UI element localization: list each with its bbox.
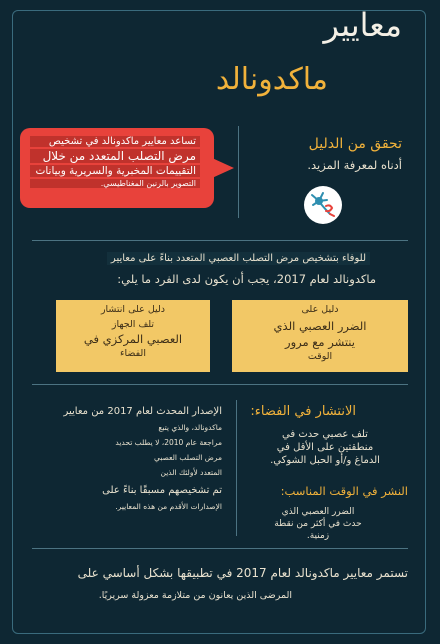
divider <box>238 126 239 218</box>
revision-line: المتعدد لأولئك الذين <box>160 468 222 477</box>
revision-line: مرض التصلب العصبي <box>154 453 222 462</box>
revision-line: ماكدونالد، والذي يتبع <box>158 423 222 432</box>
intro-text: ماكدونالد لعام 2017، يجب أن يكون لدى الفرد ما يلي: <box>117 272 376 286</box>
card-line: ينتشر مع مرور <box>285 335 355 349</box>
card-line: الوقت <box>307 351 333 362</box>
space-description <box>240 428 410 467</box>
time-line: زمنية. <box>306 531 330 542</box>
revision-line: تم تشخيصهم مسبقًا بناءً على <box>102 485 222 496</box>
space-line: الدماغ و/أو الحبل الشوكي. <box>270 455 380 466</box>
conclusion-text: تستمر معايير ماكدونالد لعام 2017 في تطبيقها بشكل أساسي على <box>77 566 408 580</box>
divider <box>32 384 408 385</box>
page-title-highlight: ماكدونالد <box>215 62 328 97</box>
card-line: العصبي المركزي في <box>83 332 183 346</box>
card-line: الفضاء <box>120 348 146 359</box>
conclusion-text: المرضى الذين يعانون من متلازمة معزولة سريريًا. <box>98 590 292 601</box>
space-title: الانتشار في الفضاء: <box>250 404 356 419</box>
criteria-card-time <box>232 300 408 372</box>
card-line: دليل على انتشار <box>100 304 166 315</box>
callout-line: التصوير بالرنين المغناطيسي. <box>30 179 200 188</box>
callout-line: التقييمات المخبرية والسريرية وبيانات <box>30 165 200 177</box>
time-line: حدث في أكثر من نقطة <box>274 519 362 530</box>
time-description <box>218 506 418 542</box>
space-line: تلف عصبي حدث في <box>282 429 368 440</box>
callout-bubble <box>20 128 214 208</box>
callout-line: مرض التصلب المتعدد من خلال <box>30 149 200 163</box>
revision-note <box>26 406 222 511</box>
intro-text: للوفاء بتشخيص مرض التصلب العصبي المتعدد بناءً على معايير <box>107 252 370 265</box>
revision-line: الإصدارات الأقدم من هذه المعايير. <box>115 502 222 511</box>
card-line: الضرر العصبي الذي <box>273 319 367 333</box>
divider <box>32 548 408 549</box>
page-title: معايير <box>323 6 402 44</box>
time-title: النشر في الوقت المناسب: <box>280 484 408 498</box>
card-line: تلف الجهاز <box>111 319 155 330</box>
guide-title: تحقق من الدليل <box>308 136 402 152</box>
callout-line: تساعد معايير ماكدونالد في تشخيص <box>30 136 200 147</box>
space-line: منطقتين على الأقل في <box>276 442 374 453</box>
neuron-logo-icon <box>304 186 342 224</box>
divider <box>32 240 408 241</box>
card-line: دليل على <box>301 304 339 315</box>
time-line: الضرر العصبي الذي <box>281 507 355 517</box>
criteria-card-space <box>56 300 210 372</box>
guide-subtitle: أدناه لمعرفة المزيد. <box>307 158 402 172</box>
revision-line: مراجعة عام 2010، لا يطلب تحديد <box>115 438 222 447</box>
revision-line: الإصدار المحدث لعام 2017 من معايير <box>63 406 222 417</box>
